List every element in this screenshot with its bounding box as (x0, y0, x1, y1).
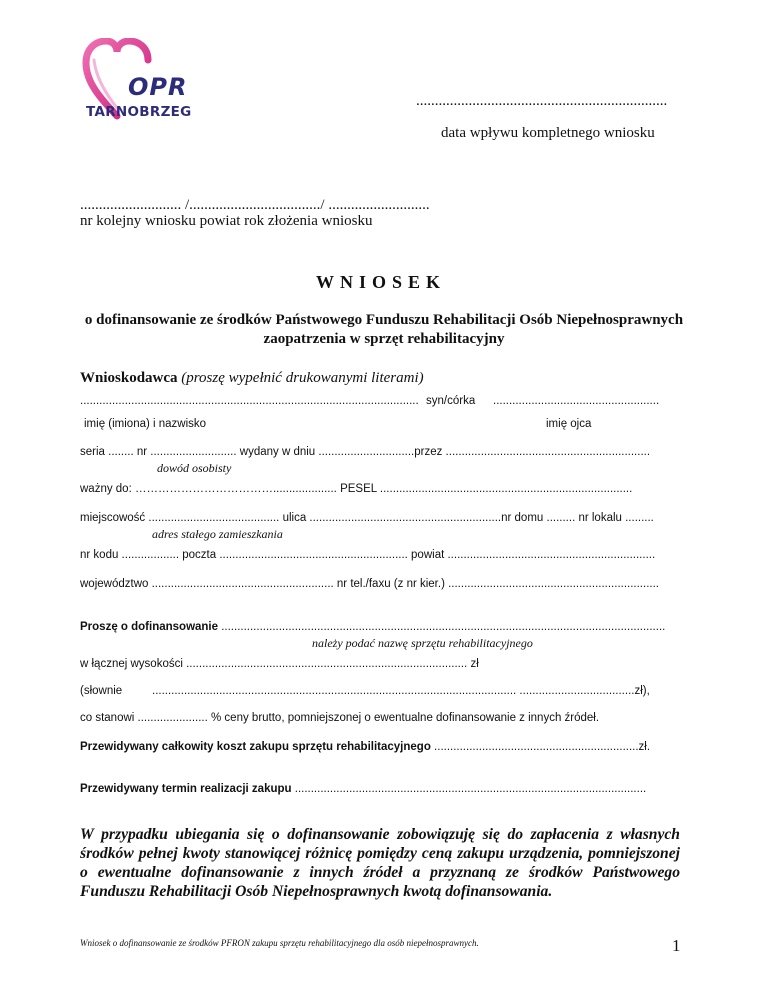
son-daughter-label: syn/córka (426, 395, 476, 407)
receipt-date-label: data wpływu kompletnego wniosku (441, 125, 655, 141)
reference-number-label: nr kolejny wniosku powiat rok złożenia wniosku (80, 213, 373, 229)
province-phone-line: województwo ......................................................... nr tel./faxu (z nr kier.) .................................................................. (80, 578, 659, 590)
reference-number-field: ........................... /.................................../ ........................... (80, 197, 430, 213)
logo-city: TARNOBRZEG (86, 104, 192, 120)
document-title: WNIOSEK (316, 272, 447, 292)
purchase-term-label: Przewidywany termin realizacji zakupu (80, 783, 292, 795)
applicant-heading (80, 370, 424, 387)
footer-text: Wniosek o dofinansowanie ze środków PFRON zakupu sprzętu rehabilitacyjnego dla osób niepełnosprawnych. (80, 938, 479, 948)
request-hint: należy podać nazwę sprzętu rehabilitacyjnego (312, 636, 533, 650)
document-subtitle: o dofinansowanie ze środków Państwowego Funduszu Rehabilitacji Osób Niepełnosprawnych zaopatrzenia w sprzęt rehabilitacyjny (84, 312, 684, 347)
name-field: .......................................................................................................... (80, 395, 419, 407)
name-label: imię (imiona) i nazwisko (84, 418, 207, 430)
amount-words-label: (słownie (80, 685, 123, 697)
logo-text: OPR (128, 73, 188, 101)
applicant-heading-hint: (proszę wypełnić drukowanymi literami) (181, 370, 424, 386)
id-document-line: seria ........ nr ........................... wydany w dniu ..............................przez ................................................................ (80, 446, 651, 458)
amount-line: w łącznej wysokości ........................................................................................ zł (80, 658, 479, 670)
father-name-label: imię ojca (546, 418, 592, 430)
page-number: 1 (672, 936, 681, 955)
amount-words-field: .................................................................................................................. ....................................zł), (152, 685, 650, 697)
id-document-hint: dowód osobisty (157, 461, 232, 475)
address-hint: adres stałego zamieszkania (152, 527, 283, 541)
applicant-heading-label: Wnioskodawca (80, 370, 178, 386)
purchase-term-field: .............................................................................................................. (291, 783, 647, 795)
validity-pesel-line: ważny do: ……………………………….................... PESEL ............................................................................... (80, 483, 633, 495)
percent-line: co stanowi ...................... % ceny brutto, pomniejszonej o ewentualne dofinansowanie z innych źródeł. (80, 712, 600, 724)
total-cost-field: ................................................................zł. (430, 741, 651, 753)
postal-line: nr kodu .................. poczta ........................................................... powiat ................................................................. (80, 549, 656, 561)
request-field: ........................................................................................................................................... (218, 621, 666, 633)
purchase-term-line (80, 783, 646, 795)
request-label: Proszę o dofinansowanie (80, 621, 219, 633)
father-name-field: .................................................... (493, 395, 660, 407)
logo (82, 38, 222, 126)
receipt-date-field: ................................................................... (416, 93, 668, 109)
request-line (80, 621, 665, 633)
declaration-paragraph: W przypadku ubiegania się o dofinansowanie zobowiązuję się do zapłacenia z własnych środków pełnej kwoty stanowiącej różnicę pomiędzy ceną zakupu urządzenia, pomniejszonej o ewentualne dofinansowanie z innych źródeł a przyznaną ze środków Państwowego Funduszu Rehabilitacji Osób Niepełnosprawnych kwotą dofinansowania. (80, 826, 680, 900)
address-line: miejscowość ......................................... ulica ............................................................nr domu ......... nr lokalu ......... (80, 512, 654, 524)
total-cost-line (80, 741, 650, 753)
total-cost-label: Przewidywany całkowity koszt zakupu sprzętu rehabilitacyjnego (80, 741, 431, 753)
